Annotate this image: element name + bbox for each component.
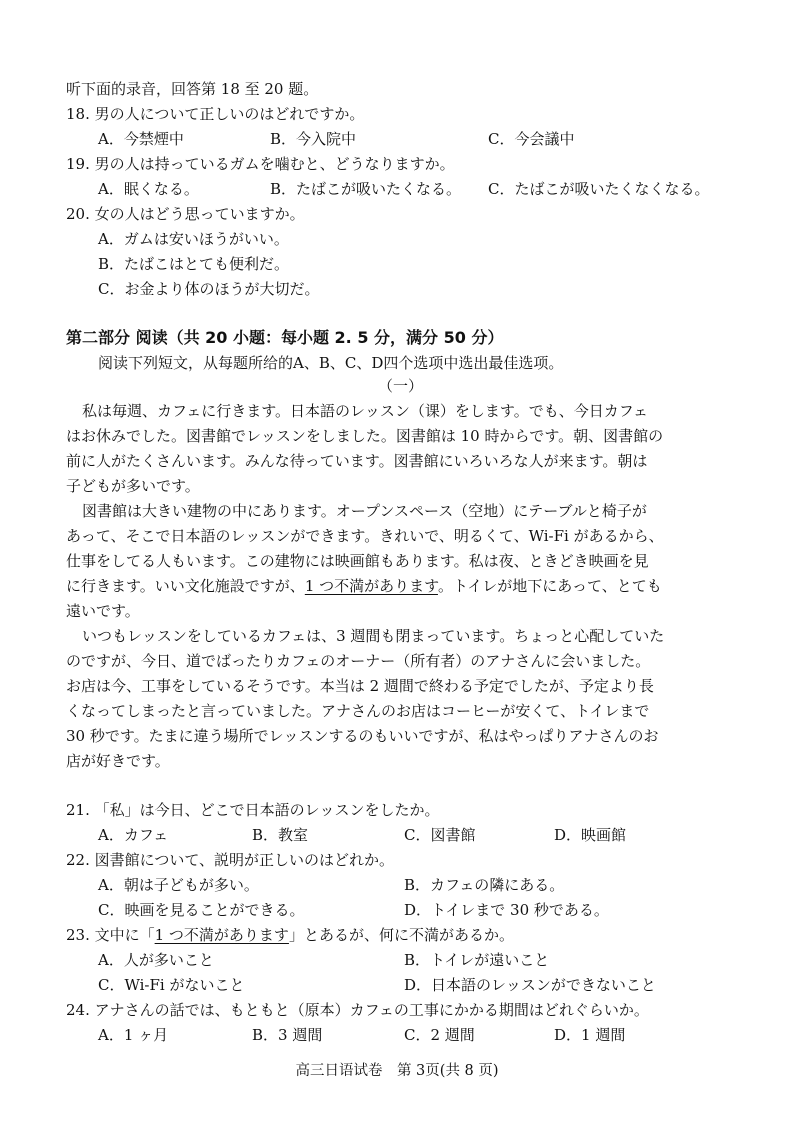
underlined-phrase: 1 つ不満があります bbox=[304, 577, 438, 595]
question-23-option-b: B．トイレが遠いこと bbox=[404, 951, 550, 969]
passage-line: 30 秒です。たまに違う場所でレッスンするのもいいですが、私はやっぱりアナさんのお bbox=[66, 727, 659, 745]
question-21-option-b: B．教室 bbox=[252, 826, 309, 844]
passage-line: くなってしまったと言っていました。アナさんのお店はコーヒーが安くて、トイレまで bbox=[66, 702, 650, 720]
passage-line: のですが、今日、道でばったりカフェのオーナー（所有者）のアナさんに会いました。 bbox=[66, 652, 651, 670]
underlined-phrase: 1 つ不満があります bbox=[154, 926, 289, 944]
question-20-option-b: B．たばこはとても便利だ。 bbox=[98, 255, 290, 273]
passage-line: 遠いです。 bbox=[66, 602, 140, 620]
question-20-option-a: A．ガムは安いほうがいい。 bbox=[98, 230, 289, 248]
question-24-option-c: C．2 週間 bbox=[404, 1026, 475, 1044]
passage-line bbox=[66, 575, 662, 597]
question-19-option-a: A．眠くなる。 bbox=[98, 180, 199, 198]
passage-line: はお休みでした。図書館でレッスンをしました。図書館は 10 時からです。朝、図書館の bbox=[66, 427, 664, 445]
question-22-option-a: A．朝は子どもが多い。 bbox=[98, 876, 259, 894]
passage-line: 店が好きです。 bbox=[66, 752, 170, 770]
question-22-option-c: C．映画を見ることができる。 bbox=[98, 901, 305, 919]
passage-label: （一） bbox=[378, 377, 424, 395]
listening-intro: 听下面的录音，回答第 18 至 20 题。 bbox=[66, 80, 319, 98]
question-23-option-d: D．日本語のレッスンができないこと bbox=[404, 976, 656, 994]
question-18-option-c: C．今会議中 bbox=[488, 130, 575, 148]
page-footer: 高三日语试卷 第 3页(共 8 页) bbox=[295, 1063, 499, 1079]
question-22-option-b: B．カフェの隣にある。 bbox=[404, 876, 565, 894]
passage-line: 図書館は大きい建物の中にあります。オープンスペース（空地）にテーブルと椅子が bbox=[82, 502, 647, 520]
question-24-option-d: D．1 週間 bbox=[554, 1026, 626, 1044]
passage-text: 。トイレが地下にあって、とても bbox=[437, 577, 662, 595]
reading-instruction: 阅读下列短文，从每题所给的A、B、C、D四个选项中选出最佳选项。 bbox=[98, 354, 564, 372]
question-21-option-d: D．映画館 bbox=[554, 826, 627, 844]
passage-line: 子どもが多いです。 bbox=[66, 477, 200, 495]
passage-text: に行きます。いい文化施設ですが、 bbox=[66, 577, 305, 595]
question-21-option-a: A．カフェ bbox=[98, 826, 169, 844]
question-20-stem: 20. 女の人はどう思っていますか。 bbox=[66, 205, 305, 223]
passage-line: あって、そこで日本語のレッスンができます。きれいで、明るくて、Wi-Fi があるから、 bbox=[66, 527, 664, 545]
question-24-option-a: A．1 ヶ月 bbox=[98, 1026, 169, 1044]
passage-line: お店は今、工事をしているそうです。本当は 2 週間で終わる予定でしたが、予定より長 bbox=[66, 677, 654, 695]
question-19-stem: 19. 男の人は持っているガムを噛むと、どうなりますか。 bbox=[66, 155, 455, 173]
question-23-option-c: C．Wi-Fi がないこと bbox=[98, 976, 245, 994]
question-text: 23. 文中に「 bbox=[66, 926, 155, 944]
question-24-option-b: B．3 週間 bbox=[252, 1026, 323, 1044]
section-title: 第二部分 阅读（共 20 小题：每小题 2. 5 分，满分 50 分） bbox=[66, 328, 504, 347]
question-18-option-b: B．今入院中 bbox=[270, 130, 357, 148]
question-19-option-b: B．たばこが吸いたくなる。 bbox=[270, 180, 462, 198]
question-20-option-c: C．お金より体のほうが大切だ。 bbox=[98, 280, 320, 298]
passage-line: 私は毎週、カフェに行きます。日本語のレッスン（课）をします。でも、今日カフェ bbox=[82, 402, 648, 420]
passage-line: 仕事をしてる人もいます。この建物には映画館もあります。私は夜、ときどき映画を見 bbox=[66, 552, 649, 570]
passage-line: 前に人がたくさんいます。みんな待っています。図書館にいろいろな人が来ます。朝は bbox=[66, 452, 648, 470]
question-19-option-c: C．たばこが吸いたくなくなる。 bbox=[488, 180, 710, 198]
question-22-stem: 22. 図書館について、説明が正しいのはどれか。 bbox=[66, 851, 395, 869]
question-23-option-a: A．人が多いこと bbox=[98, 951, 214, 969]
question-18-stem: 18. 男の人について正しいのはどれですか。 bbox=[66, 105, 365, 123]
question-21-option-c: C．図書館 bbox=[404, 826, 476, 844]
question-23-stem bbox=[66, 924, 514, 946]
question-text: 」とあるが、何に不満があるか。 bbox=[288, 926, 514, 944]
passage-line: いつもレッスンをしているカフェは、3 週間も閉まっています。ちょっと心配していた bbox=[82, 627, 665, 645]
question-21-stem: 21. 「私」は今日、どこで日本語のレッスンをしたか。 bbox=[66, 801, 440, 819]
question-18-option-a: A．今禁煙中 bbox=[98, 130, 184, 148]
question-22-option-d: D．トイレまで 30 秒である。 bbox=[404, 901, 609, 919]
question-24-stem: 24. アナさんの話では、もともと（原本）カフェの工事にかかる期間はどれぐらいか。 bbox=[66, 1001, 649, 1019]
